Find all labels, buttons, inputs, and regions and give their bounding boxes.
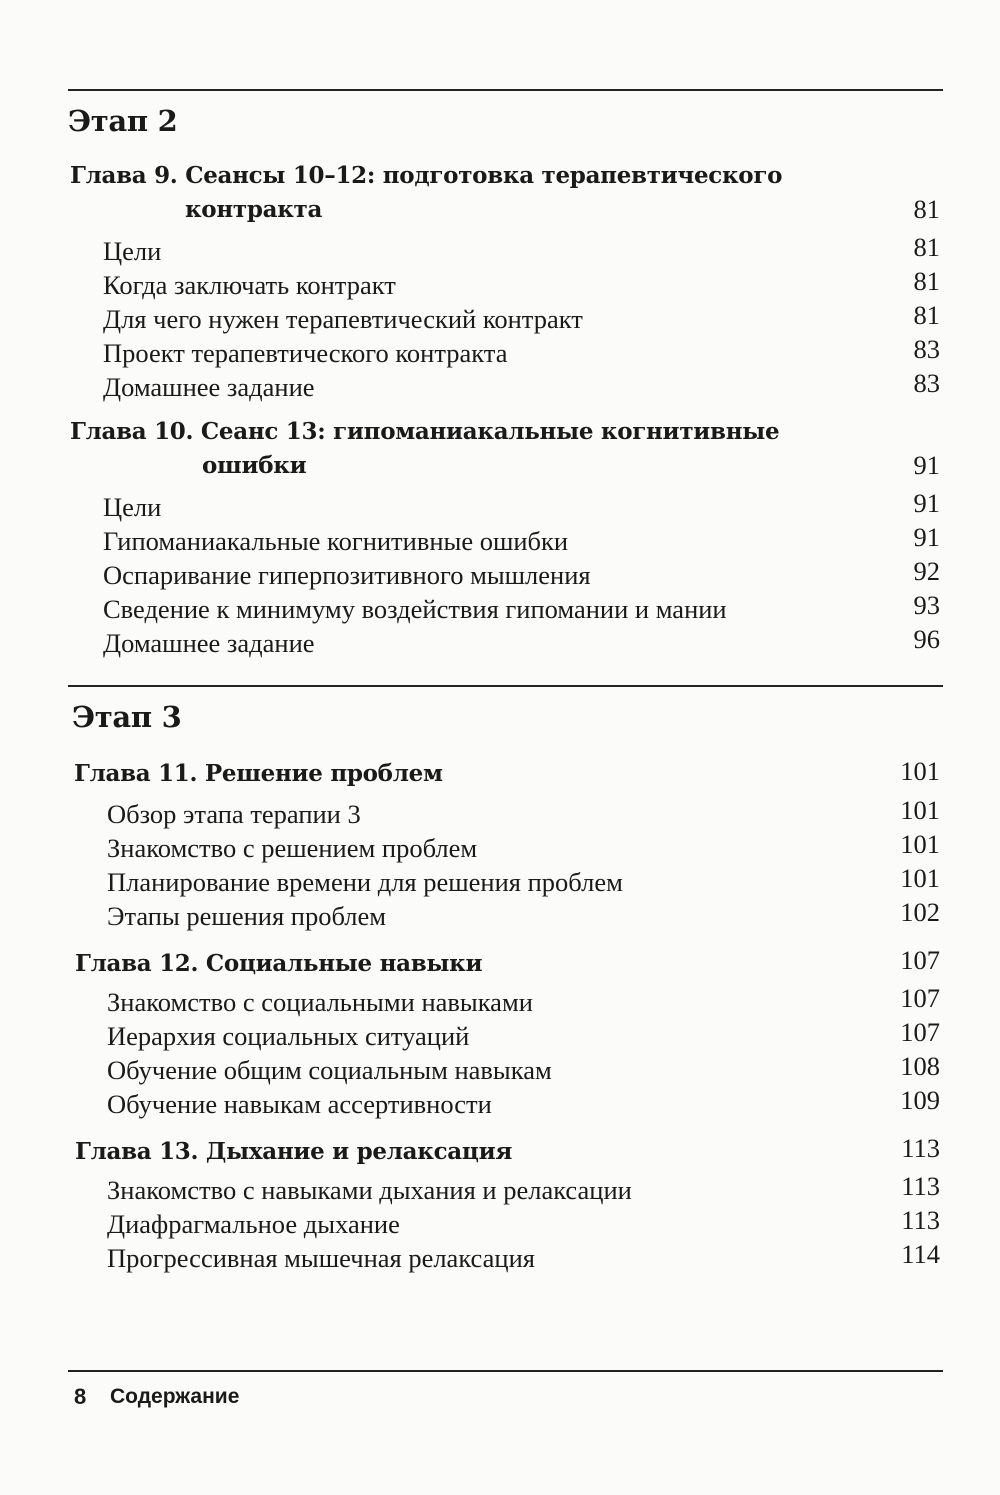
- toc-entry: Домашнее задание: [103, 372, 315, 402]
- toc-entry: Цели: [103, 492, 162, 522]
- chapter-10-heading: [70, 415, 890, 483]
- chapter-10-title-line1: Глава 10. Сеанс 13: гипоманиакальные когнитивные: [70, 418, 780, 445]
- toc-entry-page: 93: [913, 590, 940, 620]
- toc-entry-page: 101: [900, 863, 940, 893]
- toc-entry-page: 114: [901, 1239, 940, 1269]
- section-rule: [68, 685, 943, 687]
- toc-entry: Цели: [103, 236, 162, 266]
- toc-entry: Гипоманиакальные когнитивные ошибки: [103, 526, 569, 556]
- toc-entry-page: 102: [900, 897, 940, 927]
- chapter-12-heading: Глава 12. Социальные навыки: [75, 950, 483, 977]
- chapter-13-heading: Глава 13. Дыхание и релаксация: [75, 1138, 513, 1165]
- toc-entry: Обзор этапа терапии 3: [107, 799, 361, 829]
- top-rule: [68, 89, 943, 91]
- toc-entry: Иерархия социальных ситуаций: [107, 1021, 470, 1051]
- toc-entry-page: 113: [901, 1171, 940, 1201]
- footer-rule: [68, 1370, 943, 1372]
- toc-entry: Знакомство с навыками дыхания и релаксации: [107, 1175, 632, 1205]
- toc-entry-page: 107: [900, 983, 940, 1013]
- toc-entry-page: 109: [900, 1085, 940, 1115]
- toc-entry: Планирование времени для решения проблем: [107, 867, 623, 897]
- stage-2-title: Этап 2: [68, 104, 178, 138]
- toc-entry: Этапы решения проблем: [107, 901, 387, 931]
- toc-entry-page: 81: [913, 266, 940, 296]
- toc-entry-page: 83: [913, 334, 940, 364]
- chapter-10-page: 91: [913, 450, 940, 480]
- chapter-11-heading: Глава 11. Решение проблем: [74, 760, 443, 787]
- toc-entry: Оспаривание гиперпозитивного мышления: [103, 560, 591, 590]
- toc-entry-page: 101: [900, 795, 940, 825]
- toc-entry: Когда заключать контракт: [103, 270, 396, 300]
- chapter-9-heading: [70, 159, 870, 227]
- toc-entry-page: 107: [900, 1017, 940, 1047]
- chapter-13-page: 113: [901, 1133, 940, 1163]
- chapter-11-page: 101: [900, 756, 940, 786]
- toc-entry: Прогрессивная мышечная релаксация: [107, 1243, 535, 1273]
- toc-entry: Для чего нужен терапевтический контракт: [103, 304, 583, 334]
- toc-entry-page: 108: [900, 1051, 940, 1081]
- toc-entry-page: 91: [913, 522, 940, 552]
- chapter-9-title-line1: Глава 9. Сеансы 10–12: подготовка терапевтического: [70, 162, 783, 189]
- toc-entry: Сведение к минимуму воздействия гипомании и мании: [103, 594, 727, 624]
- toc-entry: Знакомство с решением проблем: [107, 833, 478, 863]
- toc-entry-page: 83: [913, 368, 940, 398]
- toc-entry-page: 81: [913, 300, 940, 330]
- toc-entry: Домашнее задание: [103, 628, 315, 658]
- chapter-12-page: 107: [900, 945, 940, 975]
- toc-entry: Знакомство с социальными навыками: [107, 987, 533, 1017]
- toc-entry-page: 96: [913, 624, 940, 654]
- toc-entry-page: 91: [913, 488, 940, 518]
- toc-entry-page: 92: [913, 556, 940, 586]
- chapter-10-title-line2: ошибки: [202, 452, 307, 479]
- toc-entry-page: 81: [913, 232, 940, 262]
- toc-entry-page: 113: [901, 1205, 940, 1235]
- toc-entry: Диафрагмальное дыхание: [107, 1209, 400, 1239]
- page-number: 8: [74, 1384, 87, 1409]
- toc-entry: Обучение навыкам ассертивности: [107, 1089, 492, 1119]
- toc-entry: Проект терапевтического контракта: [103, 338, 508, 368]
- chapter-9-title-line2: контракта: [185, 196, 323, 223]
- toc-entry-page: 101: [900, 829, 940, 859]
- running-footer-title: Содержание: [110, 1385, 240, 1408]
- stage-3-title: Этап 3: [72, 700, 182, 734]
- chapter-9-page: 81: [913, 194, 940, 224]
- toc-entry: Обучение общим социальным навыкам: [107, 1055, 552, 1085]
